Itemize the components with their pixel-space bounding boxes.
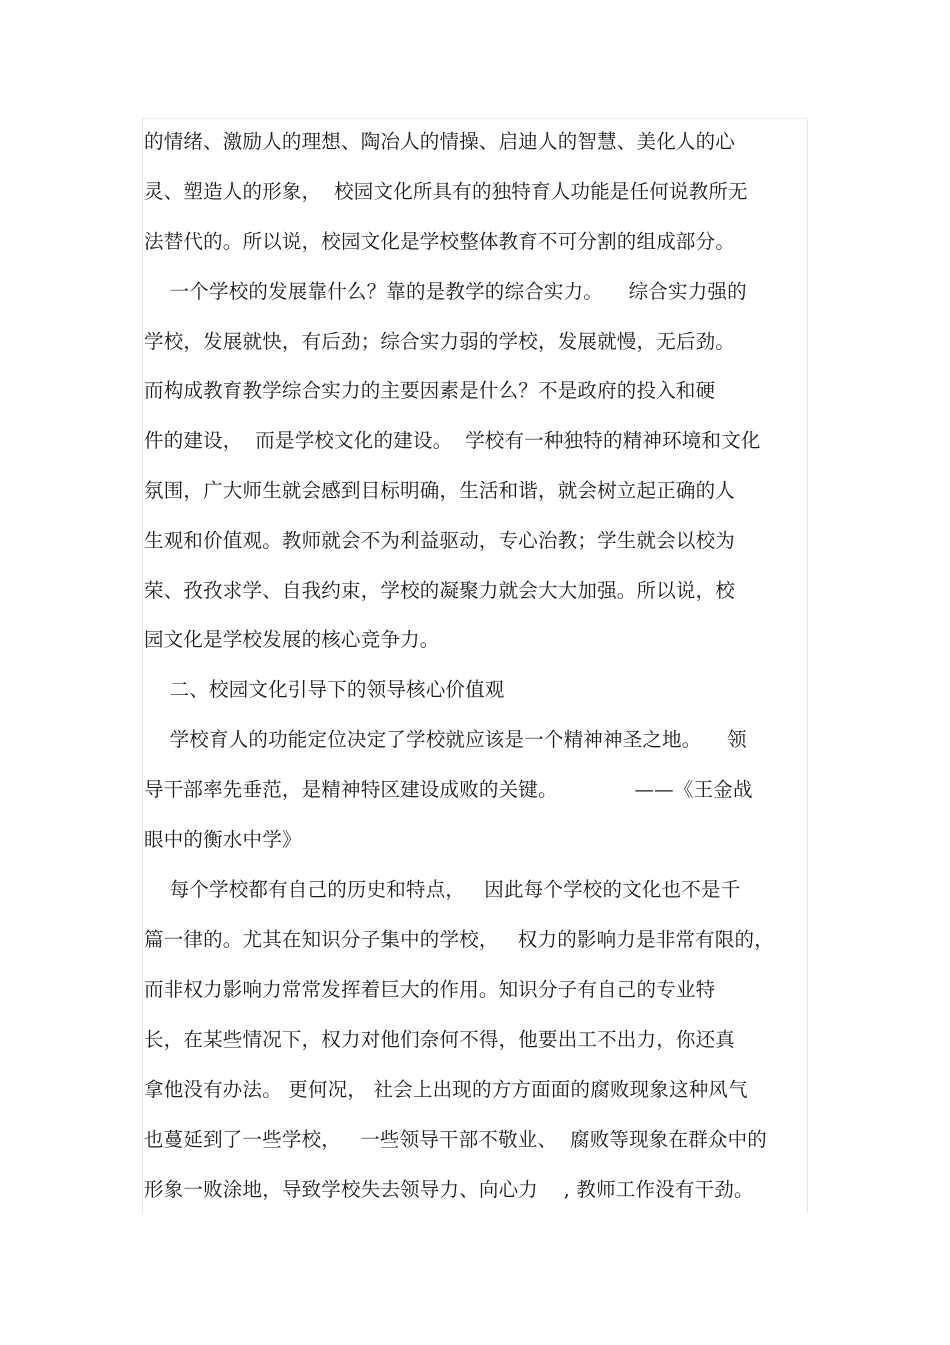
text-line: 而构成教育教学综合实力的主要因素是什么？不是政府的投入和硬 — [144, 379, 716, 402]
text-line: 也蔓延到了一些学校， 一些领导干部不敬业、 腐败等现象在群众中的 — [144, 1128, 767, 1151]
text-line: 导干部率先垂范，是精神特区建设成败的关键。 ——《王金战 — [144, 778, 753, 801]
section-heading: 二、校园文化引导下的领导核心价值观 — [144, 678, 505, 701]
text-line: 荣、孜孜求学、自我约束，学校的凝聚力就会大大加强。所以说，校 — [144, 579, 736, 602]
text-line: 而非权力影响力常常发挥着巨大的作用。知识分子有自己的专业特 — [144, 978, 716, 1001]
text-line: 每个学校都有自己的历史和特点， 因此每个学校的文化也不是千 — [144, 878, 741, 901]
text-line: 学校育人的功能定位决定了学校就应该是一个精神神圣之地。 领 — [144, 728, 747, 751]
text-line: 氛围，广大师生就会感到目标明确，生活和谐，就会树立起正确的人 — [144, 479, 736, 502]
text-line: 法替代的。所以说，校园文化是学校整体教育不可分割的组成部分。 — [144, 230, 736, 253]
text-line: 灵、塑造人的形象， 校园文化所具有的独特育人功能是任何说教所无 — [144, 180, 748, 203]
text-line: 长，在某些情况下，权力对他们奈何不得，他要出工不出力，你还真 — [144, 1028, 736, 1051]
text-line: 生观和价值观。教师就会不为利益驱动，专心治教；学生就会以校为 — [144, 529, 736, 552]
text-line: 一个学校的发展靠什么？靠的是教学的综合实力。 综合实力强的 — [144, 280, 747, 303]
text-line: 园文化是学校发展的核心竞争力。 — [144, 628, 440, 651]
text-line: 篇一律的。尤其在知识分子集中的学校， 权力的影响力是非常有限的， — [144, 928, 774, 951]
text-line: 的情绪、激励人的理想、陶冶人的情操、启迪人的智慧、美化人的心 — [144, 130, 736, 153]
text-line: 拿他没有办法。 更何况， 社会上出现的方方面面的腐败现象这种风气 — [144, 1078, 748, 1101]
text-line: 学校，发展就快，有后劲；综合实力弱的学校，发展就慢，无后劲。 — [144, 330, 736, 353]
text-line: 件的建设， 而是学校文化的建设。 学校有一种独特的精神环境和文化 — [144, 429, 761, 452]
text-line: 形象一败涂地，导致学校失去领导力、向心力 , 教师工作没有干劲。 — [144, 1178, 754, 1201]
text-line: 眼中的衡水中学》 — [144, 828, 302, 851]
